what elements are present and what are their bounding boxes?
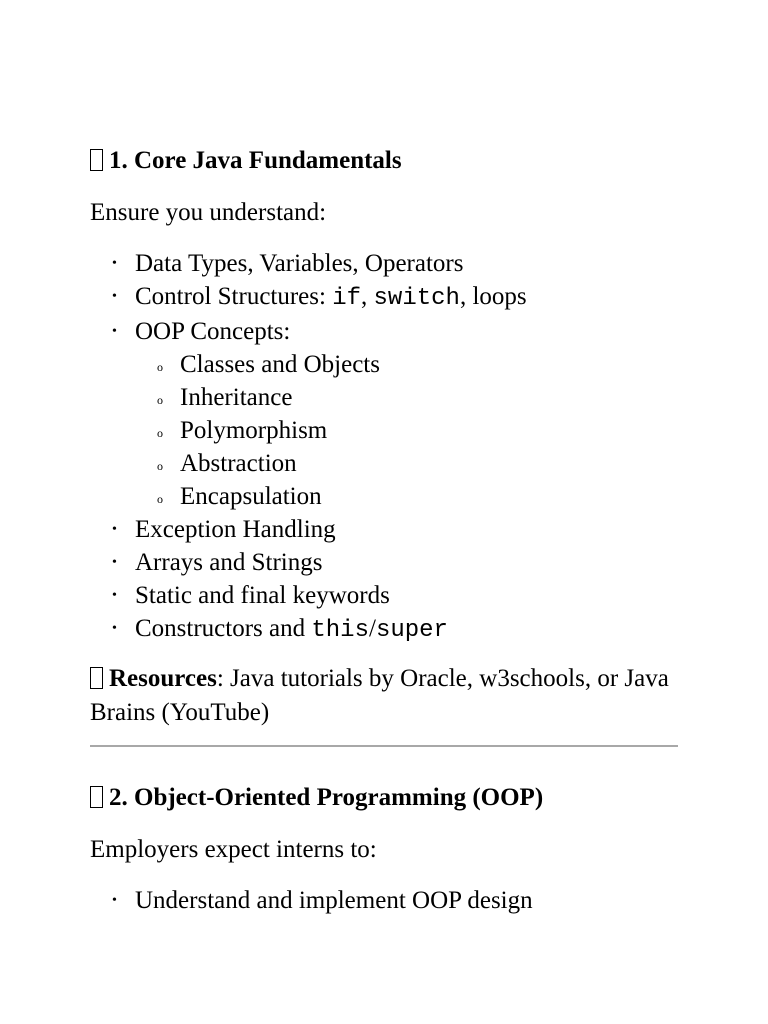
list-item-text: Exception Handling xyxy=(135,516,336,543)
section-1-list xyxy=(90,247,680,647)
section-divider xyxy=(90,745,678,747)
sublist-item xyxy=(135,348,680,381)
list-item-suffix: , loops xyxy=(459,283,527,310)
section-2-intro: Employers expect interns to: xyxy=(90,836,377,863)
sublist-item-text: Classes and Objects xyxy=(180,351,380,378)
bullet-icon: • xyxy=(112,324,117,339)
bullet-icon: • xyxy=(112,588,117,603)
list-item-text: Arrays and Strings xyxy=(135,549,323,576)
bullet-icon: • xyxy=(112,522,117,537)
resources-paragraph xyxy=(90,662,682,730)
section-1-intro: Ensure you understand: xyxy=(90,199,327,226)
list-item-text: Understand and implement OOP design xyxy=(135,887,533,914)
list-item-text: Data Types, Variables, Operators xyxy=(135,250,464,277)
code-if: if xyxy=(332,285,362,312)
list-item xyxy=(90,280,680,315)
list-item-text: Static and final keywords xyxy=(135,582,390,609)
unsupported-glyph-icon xyxy=(90,786,103,808)
unsupported-glyph-icon xyxy=(90,667,103,689)
code-super: super xyxy=(375,617,448,644)
list-item-text: Constructors and xyxy=(135,615,312,642)
list-item xyxy=(90,247,680,280)
oop-sublist xyxy=(135,348,680,513)
sublist-item xyxy=(135,480,680,513)
list-item-sep: / xyxy=(368,615,376,642)
code-this: this xyxy=(311,617,369,644)
sublist-item xyxy=(135,447,680,480)
bullet-icon: • xyxy=(112,289,117,304)
section-2-list xyxy=(90,884,680,917)
sublist-item xyxy=(135,381,680,414)
list-item xyxy=(90,579,680,612)
circle-bullet-icon: o xyxy=(157,492,163,506)
list-item-text: OOP Concepts: xyxy=(135,318,291,345)
circle-bullet-icon: o xyxy=(157,393,163,407)
sublist-item-text: Encapsulation xyxy=(180,483,322,510)
resources-label: Resources xyxy=(109,665,217,692)
circle-bullet-icon: o xyxy=(157,360,163,374)
sublist-item xyxy=(135,414,680,447)
unsupported-glyph-icon xyxy=(90,149,103,171)
list-item xyxy=(90,513,680,546)
list-item-text: Control Structures: xyxy=(135,283,333,310)
resources-text: : Java tutorials by Oracle, w3schools, or Java Brains (YouTube) xyxy=(90,665,669,726)
section-2-title: 2. Object-Oriented Programming (OOP) xyxy=(109,784,544,811)
code-switch: switch xyxy=(373,285,460,312)
section-1-heading xyxy=(90,144,402,178)
list-item xyxy=(90,546,680,579)
list-item xyxy=(90,884,680,917)
circle-bullet-icon: o xyxy=(157,459,163,473)
list-item-sep: , xyxy=(361,283,374,310)
bullet-icon: • xyxy=(112,256,117,271)
bullet-icon: • xyxy=(112,893,117,908)
sublist-item-text: Inheritance xyxy=(180,384,293,411)
list-item xyxy=(90,315,680,513)
sublist-item-text: Polymorphism xyxy=(180,417,328,444)
bullet-icon: • xyxy=(112,621,117,636)
circle-bullet-icon: o xyxy=(157,426,163,440)
section-1-title: 1. Core Java Fundamentals xyxy=(109,147,402,174)
list-item xyxy=(90,612,680,647)
sublist-item-text: Abstraction xyxy=(180,450,297,477)
section-2-heading xyxy=(90,781,543,815)
bullet-icon: • xyxy=(112,555,117,570)
